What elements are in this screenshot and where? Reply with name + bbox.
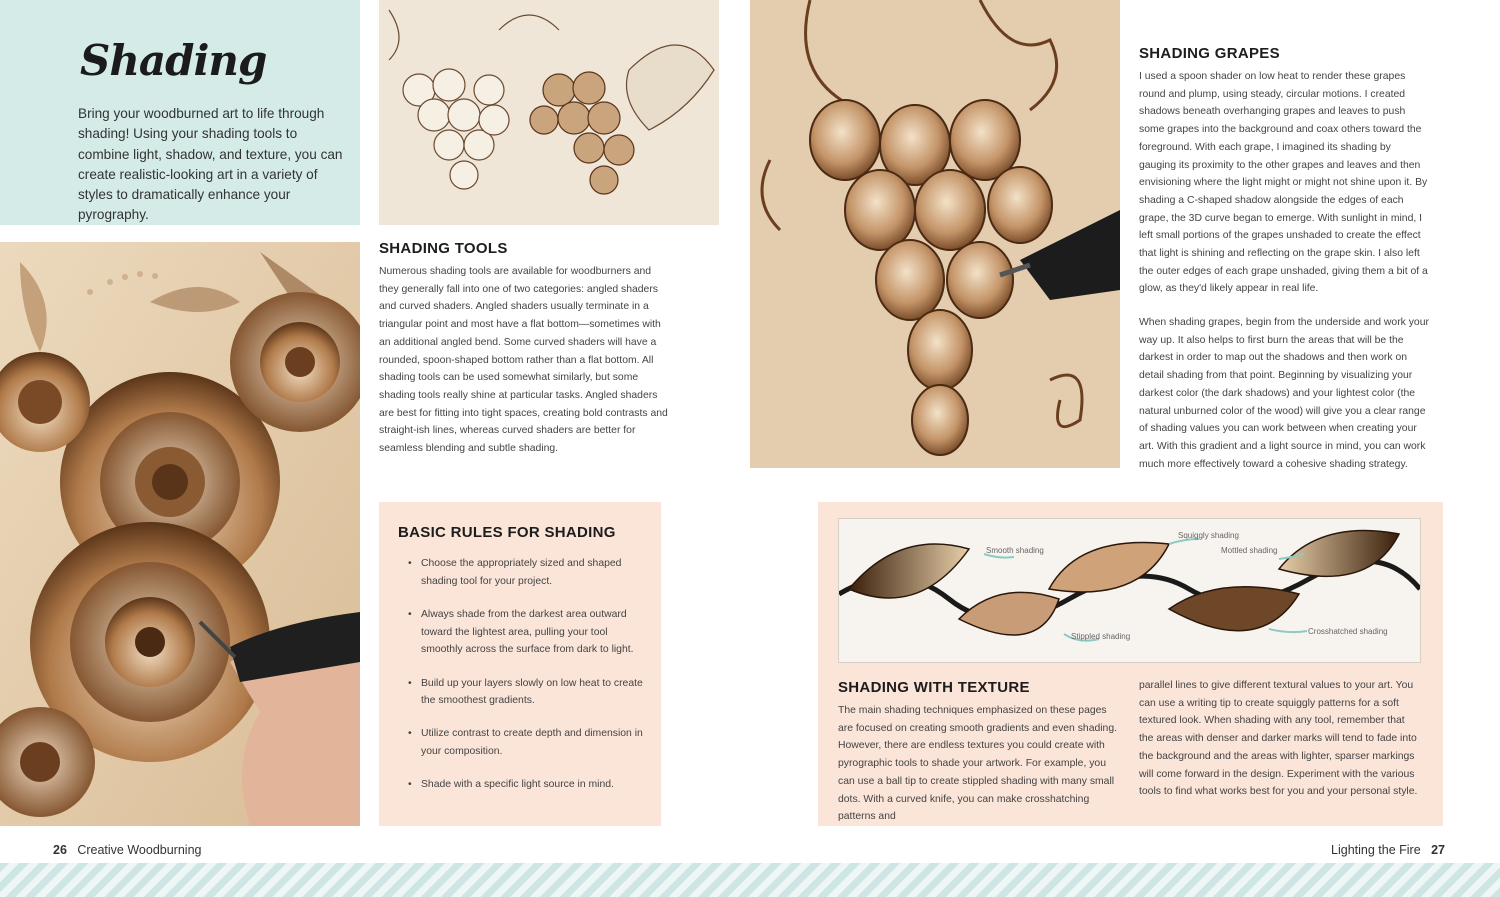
bullet-icon: • [408, 558, 412, 569]
page-number-left: 26 [53, 843, 67, 857]
shading-texture-column-1: The main shading techniques emphasized on these pages are focused on creating smooth gradients and even shading. However, there are endless textures you could create with pyrographic tools to shade your artwork. For example, you can use a ball tip to create stippled shading with many small dots. With a curved knife, you can make crosshatching patterns and [838, 705, 1117, 823]
stippled-shading-label: Stippled shading [1071, 632, 1131, 641]
rule-text: Always shade from the darkest area outward toward the lightest area, pulling your tool smoothly across the surface from dark to light. [421, 608, 634, 656]
book-title: Creative Woodburning [77, 843, 202, 857]
bullet-icon: • [408, 677, 412, 689]
footer-stripe [0, 863, 1500, 897]
texture-leaves-illustration [838, 518, 1421, 663]
flowers-woodburning-photo [0, 242, 360, 826]
rule-text: Shade with a specific light source in mind. [421, 779, 614, 791]
basic-rules-heading: BASIC RULES FOR SHADING [398, 524, 616, 541]
squiggly-shading-label: Squiggly shading [1178, 531, 1239, 540]
list-item [406, 776, 646, 794]
shading-texture-column-2: parallel lines to give different textural values to your art. You can use a writing tip to create squiggly patterns for a soft textured look. When shading with any tool, remember that the areas with denser and darker marks will tend to fade into the background and the areas with lighter, sparser markings will come forward in the design. Experiment with the various tools to find what works best for you and your personal style. [1139, 680, 1418, 798]
shading-grapes-heading: SHADING GRAPES [1139, 45, 1280, 62]
basic-rules-list [406, 555, 646, 810]
grapes-woodburning-photo [750, 0, 1120, 468]
footer-left [53, 843, 201, 857]
list-item [406, 555, 646, 590]
rule-text: Build up your layers slowly on low heat to create the smoothest gradients. [421, 677, 643, 707]
shading-texture-heading: SHADING WITH TEXTURE [838, 679, 1030, 696]
shading-grapes-paragraph-2: When shading grapes, begin from the underside and work your way up. It also helps to first burn the areas that will be the darkest in order to map out the shadows and then work on detail shading from that point. Beginning by visualizing your darkest color (the dark shadows) and your lightest color (the natural unburned color of the wood) will give you a clear range of shading values you can work between when creating your art. With this gradient and a light source in mind, you can work much more effectively toward a cohesive shading strategy. [1139, 317, 1429, 470]
crosshatched-shading-label: Crosshatched shading [1308, 627, 1388, 636]
mottled-shading-label: Mottled shading [1221, 546, 1278, 555]
page-title: Shading [80, 36, 267, 85]
list-item [406, 725, 646, 760]
intro-text: Bring your woodburned art to life through shading! Using your shading tools to combine light, shadow, and texture, you can create realistic-looking art in a variety of styles to dramatically enhance your pyrography. [78, 106, 343, 223]
grapes-sketch-photo [379, 0, 719, 225]
bullet-icon: • [408, 728, 412, 740]
list-item [406, 606, 646, 659]
list-item [406, 675, 646, 710]
shading-grapes-paragraph-1: I used a spoon shader on low heat to render these grapes round and plump, using steady, circular motions. I created shadows beneath overhanging grapes and leaves to push some grapes into the background and coax others toward the foreground. With each grape, I imagined its shading by gauging its proximity to the other grapes and leaves and then envisioning where the light might or might not shine upon it. By shading a C-shaped shadow alongside the edges of each grape, the 3D curve began to emerge. With sunlight in mind, I left small portions of the grapes unshaded to create the effect that light is shining and reflecting on the grape skin. I also left the outer edges of each grape unshaded, giving them a bit of a glow, as they'd likely appear in real life. [1139, 71, 1428, 295]
shading-tools-heading: SHADING TOOLS [379, 240, 508, 257]
rule-text: Utilize contrast to create depth and dimension in your composition. [421, 728, 643, 758]
chapter-title: Lighting the Fire [1331, 843, 1421, 857]
page-number-right: 27 [1431, 843, 1445, 857]
bullet-icon: • [408, 608, 412, 620]
footer-right [1331, 843, 1445, 857]
shading-tools-text: Numerous shading tools are available for woodburners and they generally fall into one of two categories: angled shaders and curved shaders. Angled shaders usually terminate in a triangular point and most have a flat bottom—sometimes with an additional angled bend. Some curved shaders will have a rounded, spoon-shaped bottom rather than a flat bottom. All shading tools can be used somewhat similarly, but some shading tools really shine at particular tasks. Angled shaders are best for fitting into tight spaces, creating bold contrasts and straight-ish lines, whereas curved shaders are better for seamless blending and subtle shading. [379, 266, 668, 455]
rule-text: Choose the appropriately sized and shaped shading tool for your project. [421, 558, 622, 587]
smooth-shading-label: Smooth shading [986, 546, 1044, 555]
bullet-icon: • [408, 779, 412, 791]
